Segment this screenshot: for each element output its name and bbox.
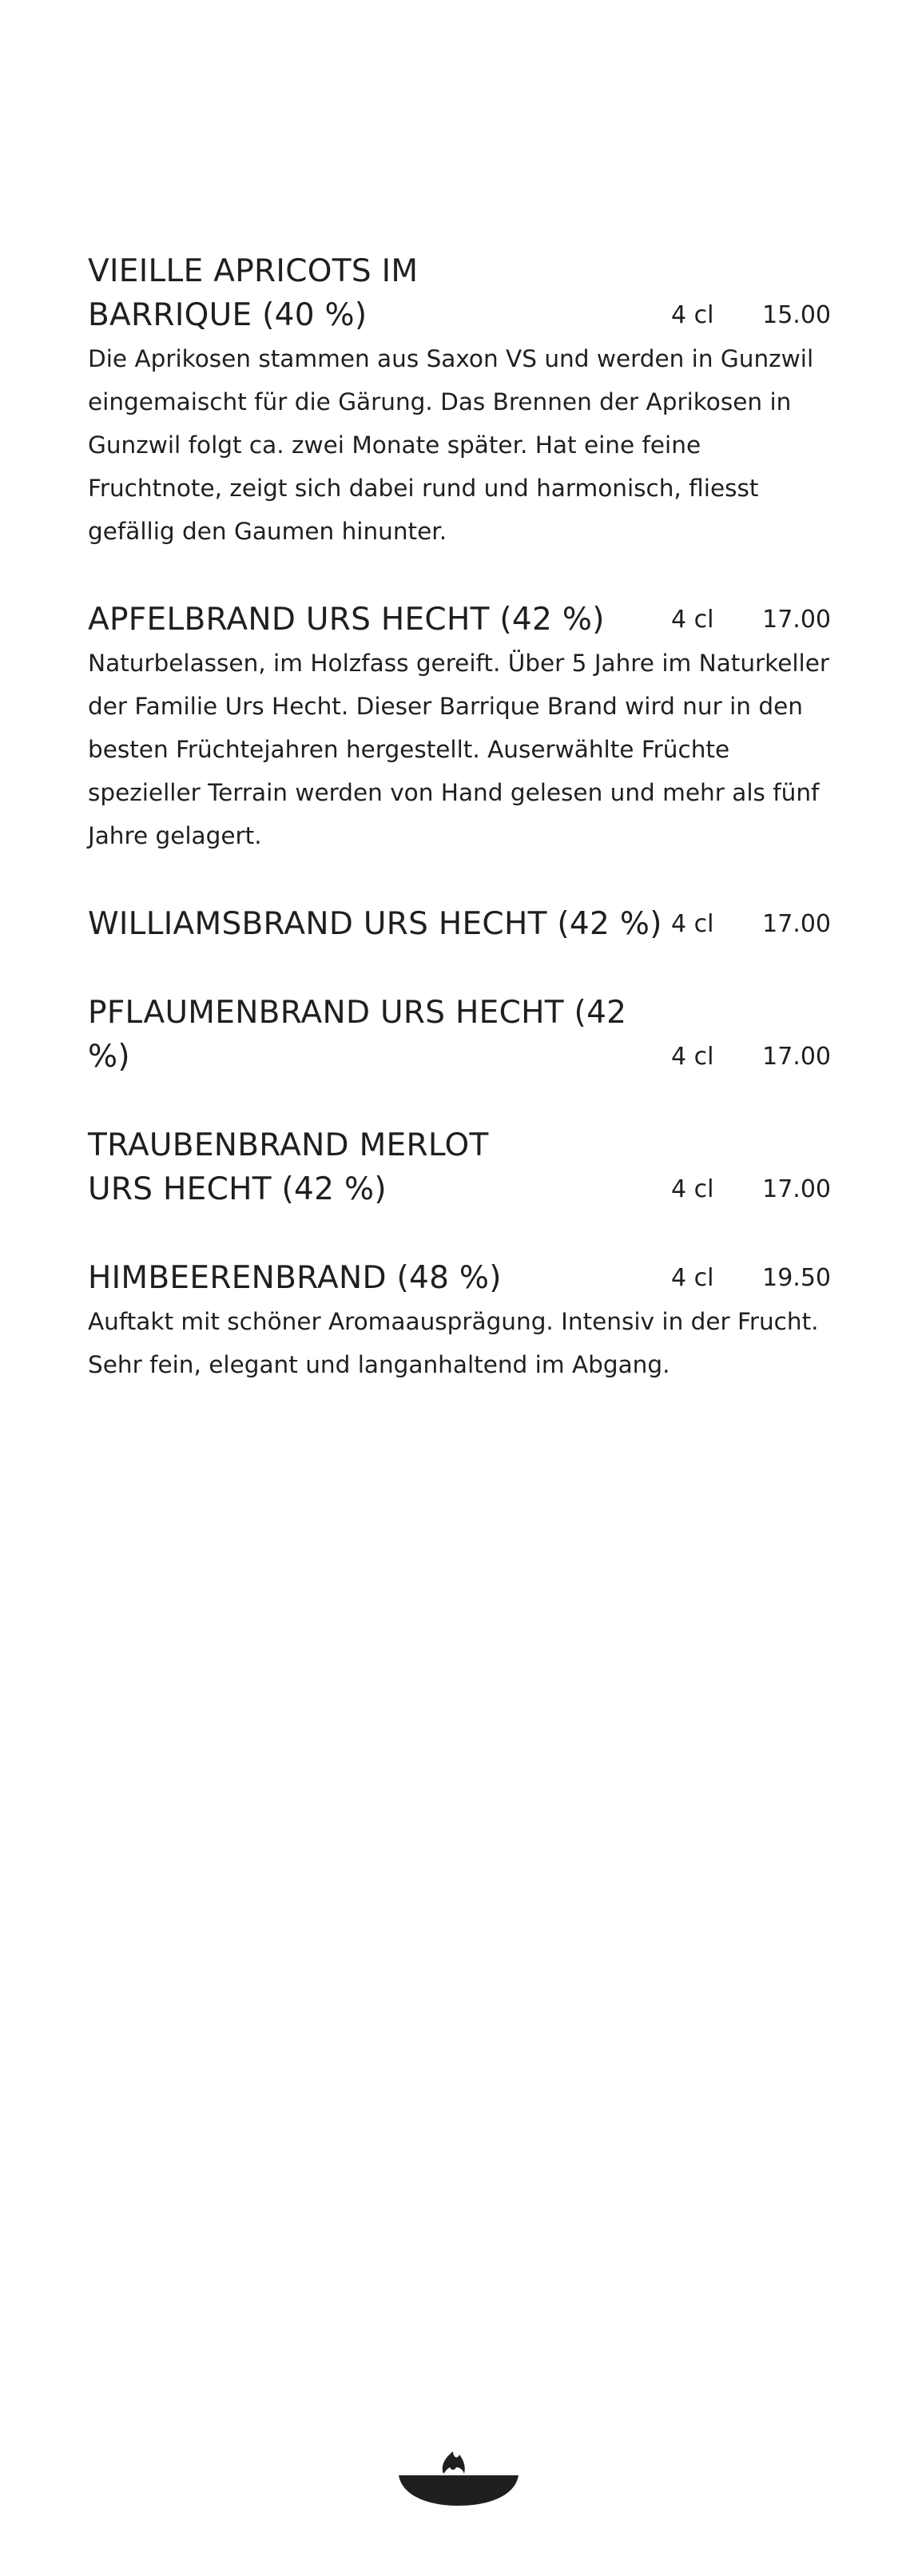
menu-item-size: 4 cl: [671, 1264, 714, 1292]
menu-item-price: 17.00: [762, 910, 831, 938]
bowl-shape: [399, 2475, 519, 2506]
menu-item-apfelbrand: [88, 598, 831, 857]
menu-page: [88, 249, 831, 1431]
menu-item-name-line: HIMBEERENBRAND (48 %): [88, 1260, 502, 1296]
menu-item-size: 4 cl: [671, 1043, 714, 1071]
menu-item-meta: [671, 1035, 831, 1079]
menu-item-himbeerenbrand: [88, 1256, 831, 1386]
menu-item-price: 15.00: [762, 301, 831, 329]
menu-item-name: [88, 991, 671, 1079]
menu-item-price: 17.00: [762, 606, 831, 634]
menu-item-name-line: PFLAUMENBRAND URS HECHT (42 %): [88, 995, 627, 1075]
menu-item-meta: [671, 902, 831, 946]
menu-item-header: [88, 902, 831, 946]
menu-item-traubenbrand: [88, 1123, 831, 1211]
menu-item-name: [88, 1256, 502, 1300]
menu-item-name: [88, 902, 662, 946]
menu-item-size: 4 cl: [671, 1175, 714, 1203]
flame-bowl-icon: [397, 2439, 520, 2510]
menu-item-size: 4 cl: [671, 301, 714, 329]
menu-item-name: [88, 598, 605, 642]
menu-item-name: [88, 249, 418, 337]
menu-item-name-line: URS HECHT (42 %): [88, 1171, 387, 1207]
menu-item-size: 4 cl: [671, 606, 714, 634]
menu-item-williamsbrand: [88, 902, 831, 946]
menu-item-description: Auftakt mit schöner Aromaausprägung. Intensiv in der Frucht. Sehr fein, elegant und langanhaltend im Abgang.: [88, 1308, 819, 1378]
menu-item-name-line: APFELBRAND URS HECHT (42 %): [88, 602, 605, 638]
menu-item-meta: [671, 293, 831, 337]
menu-item-name: [88, 1123, 489, 1211]
menu-item-description: Naturbelassen, im Holzfass gereift. Über 5 Jahre im Naturkeller der Familie Urs Hecht. Dieser Barrique Brand wird nur in den besten Früchtejahren hergestellt. Auserwählte Früchte spezieller Terrain werden von Hand gelesen und mehr als fünf Jahre gelagert.: [88, 650, 830, 849]
menu-item-meta: [671, 598, 831, 642]
menu-item-name-line: TRAUBENBRAND MERLOT: [88, 1127, 489, 1163]
menu-item-header: [88, 1256, 831, 1300]
menu-item-header: [88, 1123, 831, 1211]
menu-item-pflaumenbrand: [88, 991, 831, 1079]
menu-item-header: [88, 598, 831, 642]
menu-item-meta: [671, 1167, 831, 1211]
flame-shape: [443, 2451, 465, 2474]
menu-item-price: 17.00: [762, 1175, 831, 1203]
menu-item-price: 19.50: [762, 1264, 831, 1292]
menu-item-meta: [671, 1256, 831, 1300]
menu-item-header: [88, 249, 831, 337]
menu-item-name-line: BARRIQUE (40 %): [88, 297, 368, 333]
menu-item-price: 17.00: [762, 1043, 831, 1071]
menu-item-size: 4 cl: [671, 910, 714, 938]
menu-item-name-line: VIEILLE APRICOTS IM: [88, 253, 419, 289]
menu-item-vieille-apricots: [88, 249, 831, 553]
menu-item-name-line: WILLIAMSBRAND URS HECHT (42 %): [88, 906, 662, 942]
menu-item-description: Die Aprikosen stammen aus Saxon VS und werden in Gunzwil eingemaischt für die Gärung. Das Brennen der Aprikosen in Gunzwil folgt ca. zwei Monate später. Hat eine feine Fruchtnote, zeigt sich dabei rund und harmonisch, fliesst gefällig den Gaumen hinunter.: [88, 345, 814, 545]
menu-item-header: [88, 991, 831, 1079]
